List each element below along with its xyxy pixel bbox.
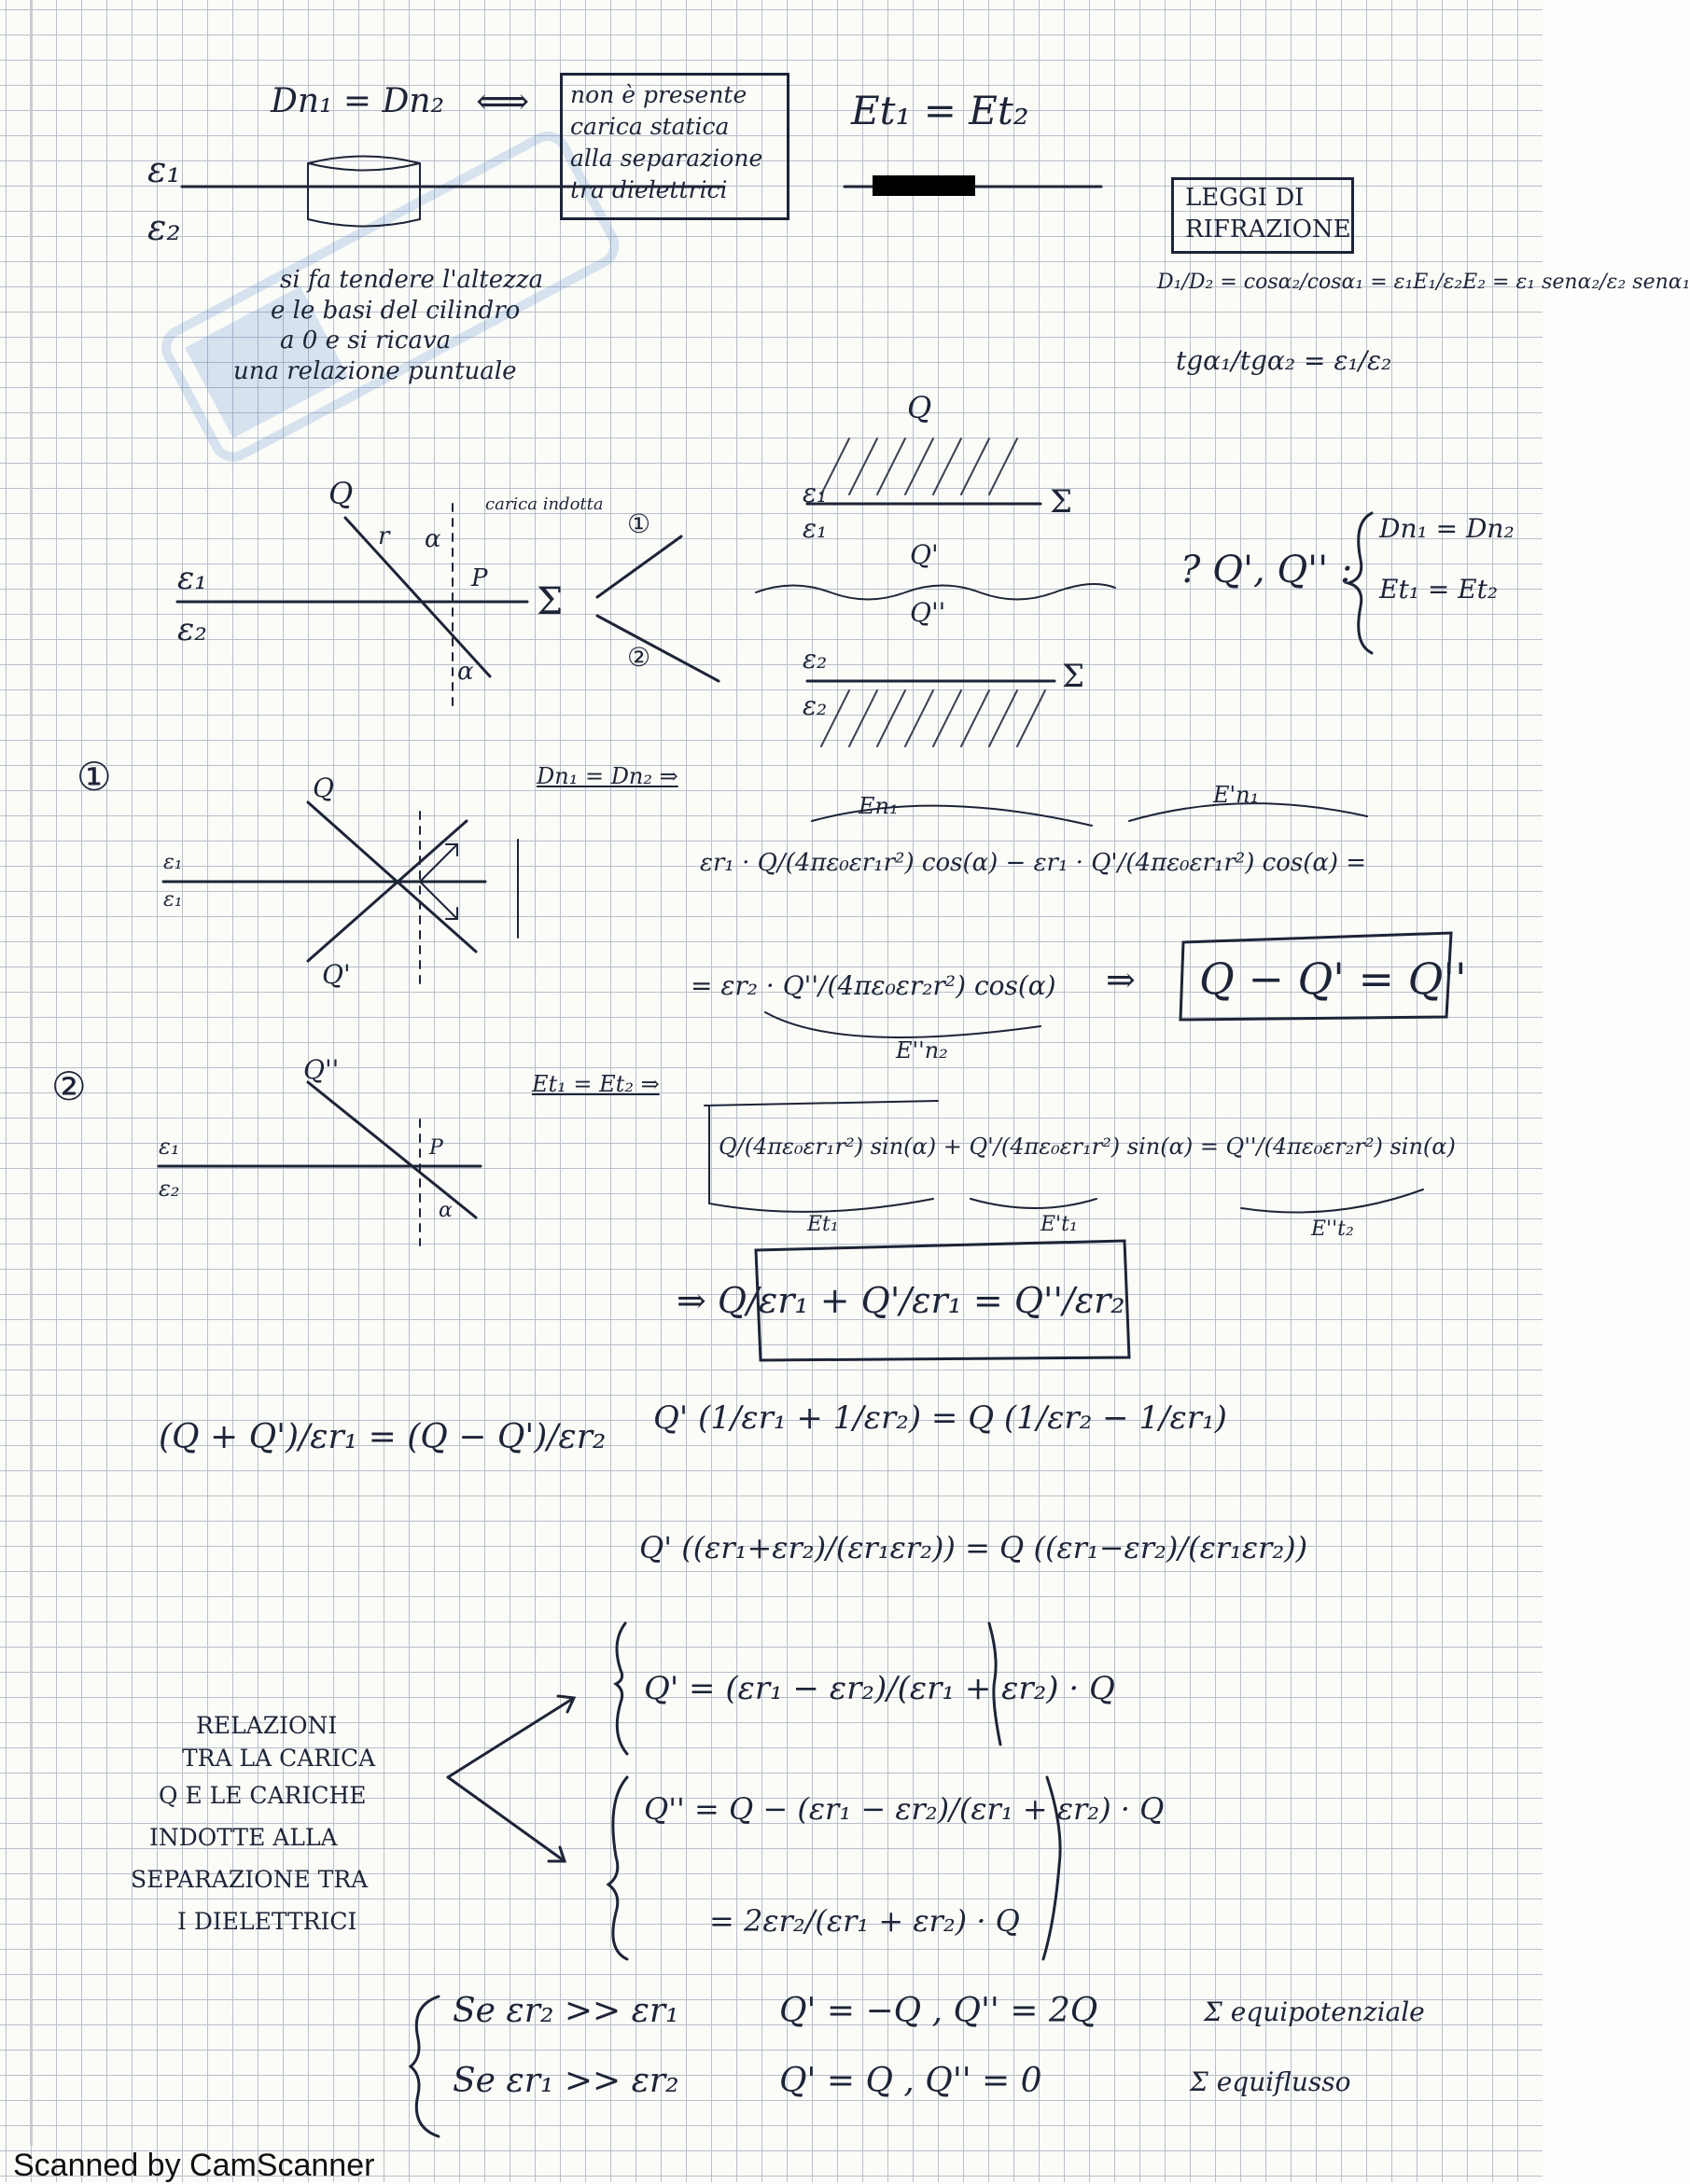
part2-line1: Q/(4πε₀εr₁r²) sin(α) + Q'/(4πε₀εr₁r²) sin(α) = Q''/(4πε₀εr₂r²) sin(α) xyxy=(719,1134,1456,1160)
part2-label: ② xyxy=(51,1064,87,1109)
algebra-eq3: Q' ((εr₁+εr₂)/(εr₁εr₂)) = Q ((εr₁−εr₂)/(εr₁εr₂)) xyxy=(639,1530,1308,1565)
alpha-label-2: α xyxy=(457,658,474,686)
case1-result: Q' = −Q , Q'' = 2Q xyxy=(779,1992,1098,2030)
algebra-eq1: (Q + Q')/εr₁ = (Q − Q')/εr₂ xyxy=(159,1418,607,1456)
ray-line xyxy=(345,518,490,676)
diag2-e1: ε₁ xyxy=(159,1134,180,1160)
circle-1: ① xyxy=(627,508,651,539)
sigma-bottom: Σ xyxy=(1062,658,1085,695)
diag2-alpha: α xyxy=(439,1199,453,1222)
part1-dn: Dn₁ = Dn₂ ⇒ xyxy=(537,763,678,789)
question-label: ? Q', Q'' : xyxy=(1180,549,1353,591)
part1-line1: εr₁ · Q/(4πε₀εr₁r²) cos(α) − εr₁ · Q'/(4πε₀εr₁r²) cos(α) = xyxy=(700,849,1367,877)
part1-line2: = εr₂ · Q''/(4πε₀εr₂r²) cos(α) xyxy=(691,970,1056,1001)
algebra-eq2: Q' (1/εr₁ + 1/εr₂) = Q (1/εr₂ − 1/εr₁) xyxy=(653,1399,1227,1437)
graph-paper-page: Dn₁ = Dn₂ ⟺ non è presente carica statica alla separazione tra dielettrici Et₁ = Et₂ ε₁ ε₂ si fa tendere l'altezza e le basi del cilindro a 0 e si ricava una relazione puntuale LEGGI DI RIFRAZIONE D₁/D₂ = cosα₂/cosα₁ = ε₁E₁/ε₂E₂ = ε₁ senα₂/ε₂ senα₁ tgα₁/tgα₂ = ε₁/ε₂ Q Q r α P α carica indotta ε₁ ε₂ Σ ① ② ε₁ ε₁ Σ Q' Q'' ε₂ ε₂ Σ ? Q', Q'' : Dn₁ = Dn₂ Et₁ = Et₂ ① Q Q' ε₁ ε₁ Dn₁ = Dn₂ ⇒ En₁ E'n₁ εr₁ · Q/(4πε₀εr₁r²) cos(α) − εr₁ · Q'/(4πε₀εr₁r²) cos(α) = = εr₂ · Q''/(4πε₀εr₂r²) cos(α) E''n₂ ⇒ Q − Q' = Q'' ② Q'' ε₁ ε₂ P α Et₁ = Et₂ ⇒ Q/(4πε₀εr₁r²) sin(α) + Q'/(4πε₀εr₁r²) sin(α) = Q''/(4πε₀εr₂r²) sin(α) Et₁ E't₁ E''t₂ ⇒ Q/εr₁ + Q'/εr₁ = Q''/εr₂ (Q + Q')/εr₁ = (Q − Q')/εr₂ Q' (1/εr₁ + 1/εr₂) = Q (1/εr₂ − 1/εr₁) Q' ((εr₁+εr₂)/(εr₁εr₂)) = Q ((εr₁−εr₂)/(εr₁εr₂)) Q' = (εr₁ − εr₂)/(εr₁ + εr₂) · Q Q'' = Q − (εr₁ − εr₂)/(εr₁ + εr₂) · Q = 2εr₂/(εr₁ + εr₂) · Q RELAZIONI TRA LA CARICA Q E LE CARICHE INDOTTE ALLA SEPARAZIONE TRA I DIELETTRICI Se εr₂ >> εr₁ Q' = −Q , Q'' = 2Q Σ equipotenziale Se εr₁ >> εr₂ Q' = Q , Q'' = 0 Σ equiflusso xyxy=(0,0,1543,2182)
diag2-P: P xyxy=(429,1136,443,1160)
part2-result: ⇒ Q/εr₁ + Q'/εr₁ = Q''/εr₂ xyxy=(677,1280,1125,1321)
sigma-label: Σ xyxy=(537,580,564,623)
refraction-title-box: LEGGI DI RIFRAZIONE xyxy=(1171,177,1354,254)
plane-e2b: ε₂ xyxy=(803,690,828,721)
diag2-Qpp: Q'' xyxy=(303,1054,340,1085)
brace-Epn1: E'n₁ xyxy=(1213,782,1260,808)
image-Qpp: Q'' xyxy=(910,597,946,628)
brace-Et1: Et₁ xyxy=(807,1213,839,1236)
diag1-Q: Q xyxy=(313,772,334,803)
algebra-Qpp-1: Q'' = Q − (εr₁ − εr₂)/(εr₁ + εr₂) · Q xyxy=(644,1791,1165,1827)
cond-dn: Dn₁ = Dn₂ xyxy=(1379,513,1515,544)
eps2-label: ε₂ xyxy=(147,207,181,248)
refraction-formula-2: tgα₁/tgα₂ = ε₁/ε₂ xyxy=(1176,345,1392,376)
brace-Ept1: E't₁ xyxy=(1041,1213,1078,1236)
dn-equality: Dn₁ = Dn₂ xyxy=(271,82,445,120)
cond-et: Et₁ = Et₂ xyxy=(1379,574,1499,605)
flat-box xyxy=(873,175,975,196)
image-Qp: Q' xyxy=(910,539,939,570)
brace-Eppn2: E''n₂ xyxy=(896,1037,948,1064)
diag1-Qp: Q' xyxy=(322,959,351,990)
scanner-footer: Scanned by CamScanner xyxy=(13,2148,375,2183)
part2-et: Et₁ = Et₂ ⇒ xyxy=(532,1071,660,1097)
case2-cond: Se εr₁ >> εr₂ xyxy=(453,2062,679,2100)
r-label: r xyxy=(378,522,390,550)
plane-e2a: ε₂ xyxy=(803,644,828,675)
algebra-Qpp-2: = 2εr₂/(εr₁ + εr₂) · Q xyxy=(709,1903,1020,1939)
case1-note: Σ equipotenziale xyxy=(1204,1996,1425,2027)
part1-result: Q − Q' = Q'' xyxy=(1199,953,1467,1004)
charge-Q: Q xyxy=(328,476,354,511)
refraction-formula-1: D₁/D₂ = cosα₂/cosα₁ = ε₁E₁/ε₂E₂ = ε₁ senα₂/ε₂ senα₁ xyxy=(1157,271,1690,294)
setup-e1: ε₁ xyxy=(177,560,207,597)
case1-cond: Se εr₂ >> εr₁ xyxy=(453,1992,679,2030)
no-charge-box: non è presente carica statica alla separazione tra dielettrici xyxy=(560,73,789,220)
diag1-e1: ε₁ xyxy=(163,851,183,874)
plane-e1b: ε₁ xyxy=(803,513,828,544)
et-equality: Et₁ = Et₂ xyxy=(851,88,1029,133)
case2-note: Σ equiflusso xyxy=(1190,2066,1351,2097)
part1-label: ① xyxy=(77,754,112,800)
induced-charge-caption: carica indotta xyxy=(485,494,604,514)
plane-e1a: ε₁ xyxy=(803,478,828,508)
diag1-e2: ε₁ xyxy=(163,888,183,911)
P-label: P xyxy=(471,564,488,592)
sigma-top: Σ xyxy=(1050,483,1073,521)
brace-Eppt2: E''t₂ xyxy=(1311,1217,1354,1241)
brace-En1: En₁ xyxy=(859,793,899,819)
eps1-label: ε₁ xyxy=(147,149,181,190)
charge-Q-top: Q xyxy=(907,390,932,425)
implies-1: ⇒ xyxy=(1106,959,1136,1000)
case2-result: Q' = Q , Q'' = 0 xyxy=(779,2062,1042,2100)
alpha-label: α xyxy=(425,525,441,553)
circle-2: ② xyxy=(627,642,651,673)
diag2-e2: ε₂ xyxy=(159,1175,180,1202)
algebra-Qp: Q' = (εr₁ − εr₂)/(εr₁ + εr₂) · Q xyxy=(644,1670,1115,1707)
setup-e2: ε₂ xyxy=(177,611,207,648)
iff-symbol: ⟺ xyxy=(476,80,530,123)
